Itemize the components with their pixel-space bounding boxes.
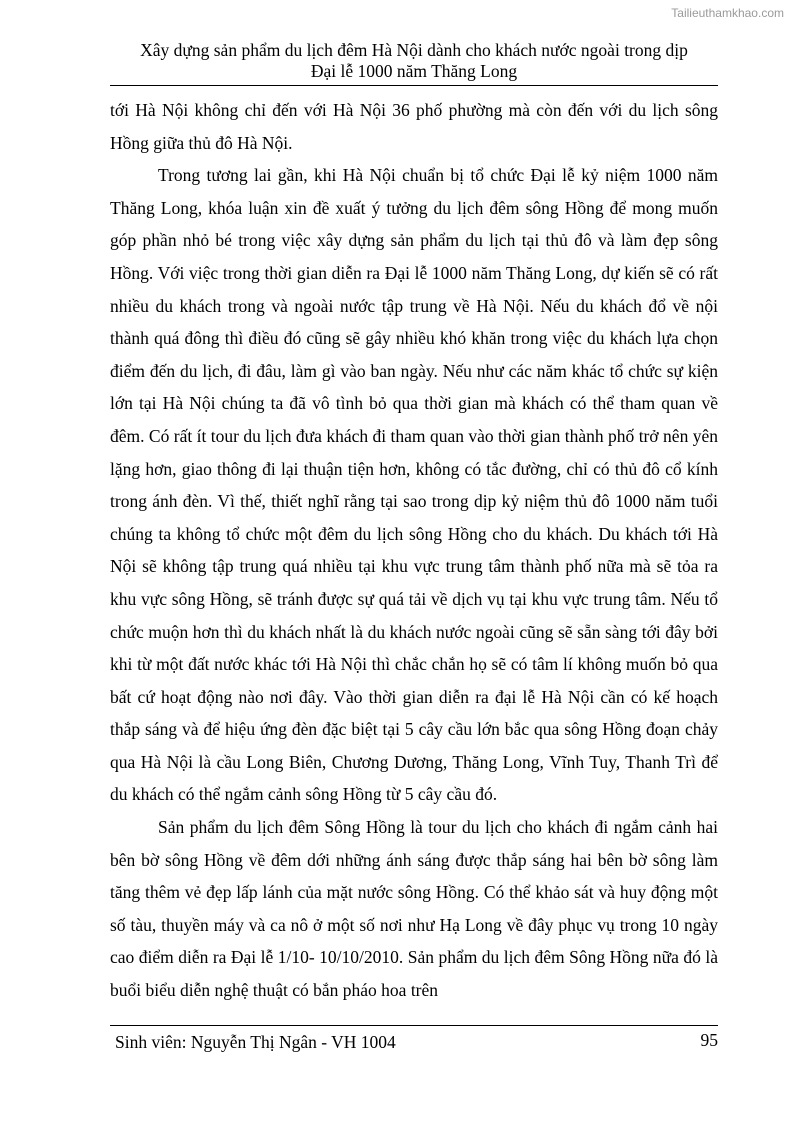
paragraph: Sản phẩm du lịch đêm Sông Hồng là tour du lịch cho khách đi ngắm cảnh hai bên bờ sông Hồng về đêm dới những ánh sáng được thắp sáng hai bên bờ sông làm tăng thêm vẻ đẹp lấp lánh của mặt nước sông Hồng. Có thể khảo sát và huy động một số tàu, thuyền máy và ca nô ở một số nơi như Hạ Long về đây phục vụ trong 10 ngày cao điểm diễn ra Đại lễ 1/10- 10/10/2010. Sản phẩm du lịch đêm Sông Hồng nữa đó là buổi biểu diễn nghệ thuật có bắn pháo hoa trên — [110, 817, 718, 1001]
body-text — [110, 94, 718, 1007]
footer-divider — [110, 1025, 718, 1026]
header-divider — [110, 85, 718, 86]
paragraph-continuation: tới Hà Nội không chỉ đến với Hà Nội 36 phố phường mà còn đến với du lịch sông Hồng giữa thủ đô Hà Nội. — [110, 100, 718, 153]
page-number: 95 — [700, 1030, 718, 1050]
paragraph: Trong tương lai gần, khi Hà Nội chuẩn bị tổ chức Đại lễ kỷ niệm 1000 năm Thăng Long, khóa luận xin đề xuất ý tưởng du lịch đêm sông Hồng để mong muốn góp phần nhỏ bé trong việc xây dựng sản phẩm du lịch tại thủ đô và làm đẹp sông Hồng. Với việc trong thời gian diễn ra Đại lễ 1000 năm Thăng Long, dự kiến sẽ có rất nhiều du khách trong và ngoài nước tập trung về Hà Nội. Nếu du khách đổ về nội thành quá đông thì điều đó cũng sẽ gây nhiều khó khăn trong việc du khách lựa chọn điểm đến du lịch, đi đâu, làm gì vào ban ngày. Nếu như các năm khác tổ chức sự kiện lớn tại Hà Nội chúng ta đã vô tình bỏ qua thời gian mà khách có thể tham quan về đêm. Có rất ít tour du lịch đưa khách đi tham quan vào thời gian thành phố trở nên yên lặng hơn, giao thông đi lại thuận tiện hơn, không có tắc đường, chỉ có thủ đô cổ kính trong ánh đèn. Vì thế, thiết nghĩ rằng tại sao trong dịp kỷ niệm thủ đô 1000 năm tuổi chúng ta không tổ chức một đêm du lịch sông Hồng cho du khách. Du khách tới Hà Nội sẽ không tập trung quá nhiều tại khu vực trung tâm thành phố nữa mà sẽ tỏa ra khu vực sông Hồng, sẽ tránh được sự quá tải về dịch vụ tại khu vực trung tâm. Nếu tổ chức muộn hơn thì du khách nhất là du khách nước ngoài cũng sẽ sẵn sàng tới đây bởi khi từ một đất nước khác tới Hà Nội thì chắc chắn họ sẽ có tâm lí không muốn bỏ qua bất cứ hoạt động nào nơi đây. Vào thời gian diễn ra đại lễ Hà Nội cần có kế hoạch thắp sáng và để hiệu ứng đèn đặc biệt tại 5 cây cầu lớn bắc qua sông Hồng đoạn chảy qua Hà Nội là cầu Long Biên, Chương Dương, Thăng Long, Vĩnh Tuy, Thanh Trì để du khách có thể ngắm cảnh sông Hồng từ 5 cây cầu đó. — [110, 165, 718, 805]
header-line-1: Xây dựng sản phẩm du lịch đêm Hà Nội dành cho khách nước ngoài trong dịp — [140, 40, 688, 60]
footer-author: Sinh viên: Nguyễn Thị Ngân - VH 1004 — [115, 1032, 396, 1052]
watermark: Tailieuthamkhao.com — [671, 6, 784, 20]
header-line-2: Đại lễ 1000 năm Thăng Long — [310, 61, 518, 81]
running-header — [110, 40, 718, 82]
